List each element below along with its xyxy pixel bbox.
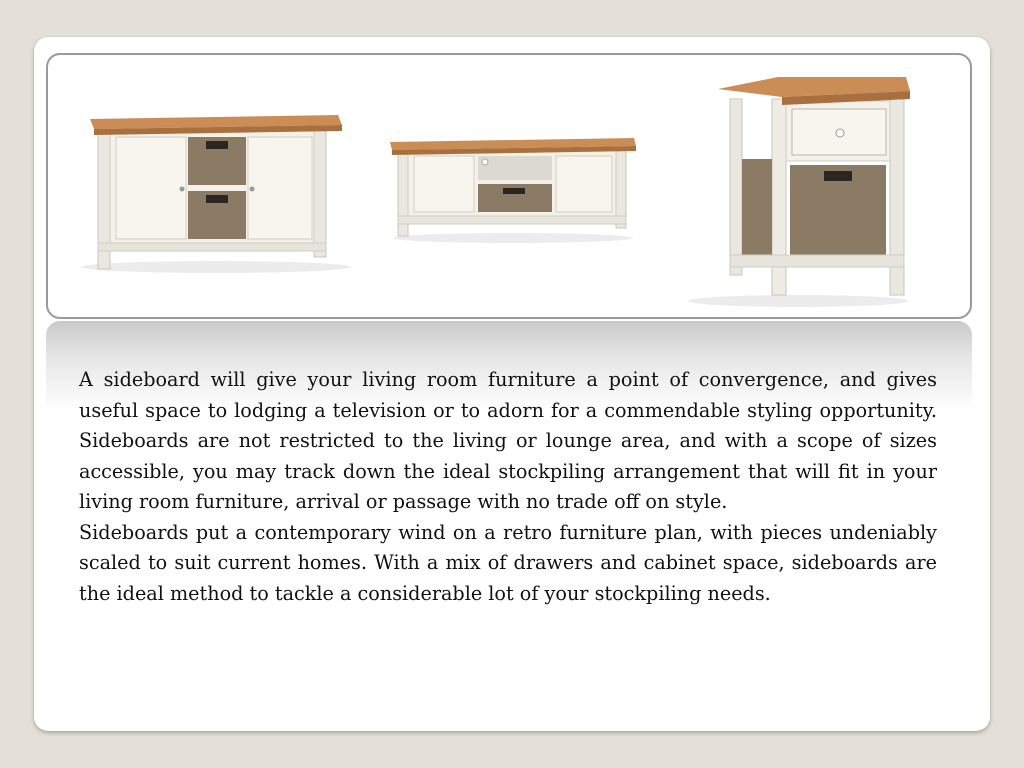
tv-unit-image <box>388 130 638 245</box>
sideboard-image <box>76 105 356 275</box>
paragraph-1: A sideboard will give your living room furniture a point of convergence, and gives useful space to lodging a television or to adorn for a commendable styling opportunity. Sideboards are not restricted to the living or lounge area, and with a scope of sizes accessible, you may track down the ideal stockpiling arrangement that will fit in your living room furniture, arrival or passage with no trade off on style. <box>79 368 937 513</box>
product-image-panel <box>46 53 972 319</box>
paragraph-2: Sideboards put a contemporary wind on a retro furniture plan, with pieces undeniably scaled to suit current homes. With a mix of drawers and cabinet space, sideboards are the ideal method to tackle a considerable lot of your stockpiling needs. <box>79 520 937 605</box>
side-table-image <box>678 69 918 309</box>
slide-card <box>34 37 990 731</box>
body-text <box>79 365 937 609</box>
